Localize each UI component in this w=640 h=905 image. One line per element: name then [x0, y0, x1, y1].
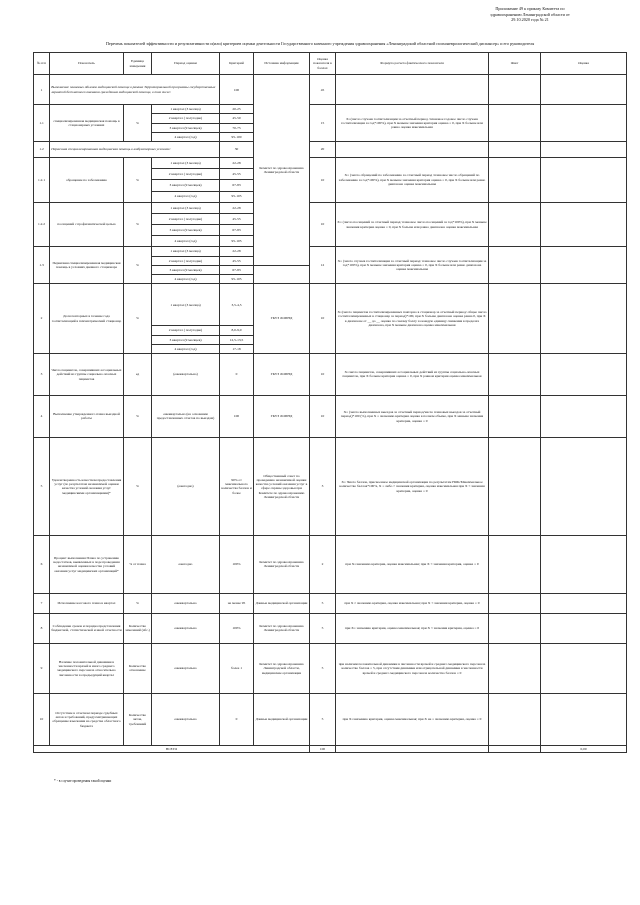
table-row: 1.2 Первичная специализированная медицинская помощь в амбулаторных условиях: 30 20 — [34, 141, 627, 157]
table-row: 10 Отсутствие в отчетном периоде судебных актов и требований, предусматривающих обращение взыскания на средства областного бюджета Количество актов, требований ежеквартально 0 Данные медицинской организации 5 при Х=значению критерия, оценка максимальная; при Х не = значению критерия, оценка = 0 — [34, 693, 627, 745]
col-criterion: Критерий — [220, 53, 254, 75]
total-estimate: 0,00 — [541, 745, 627, 752]
col-estimate: Оценка — [541, 53, 627, 75]
table-row: 1.2.1 обращение по заболеванию % 1 квартал (3 месяца) 22-28 10 Х= (число обращений по заболеванию за отчетный период /плановое число обращений по заболеванию за год*100%), при Х меньше значения критерия оценка = 0, при Х больше или равно диапазона оценка максимальная — [34, 157, 627, 168]
header-line-1: Приложение 49 к приказу Комитета по — [495, 6, 565, 11]
table-row: 6 Процент выполнения Плана по устранению недостатков, выявленных в ходе проведения независимой оценки качества условий оказания услуг медицинских организаций* % от плана ежегодно 100% Комитет по здравоохранению Ленинградской области 2 при Х=значению критерия, оценка максимальная; при Х < значения критерия, оценка = 0 — [34, 535, 627, 593]
col-score: Оценка показателя в баллах — [310, 53, 336, 75]
table-row: 1.1 специализированная медицинская помощь в стационарных условиях % 1 квартал (3 месяца) 20-25 15 Х=(число случаев госпитализации за отчетный период /плановое годовое число случаев госпитализации за год*100%), при Х меньше значения критерия оценка = 0, при Х больше или равно оценка максимальная — [34, 105, 627, 114]
document-title: Перечень показателей эффективности и результативности и(или) критериев оценки деятельности Государственного казенного учреждения здравоохранения «Ленинградский областной психоневрологический диспансер» и его руководителя — [105, 41, 535, 46]
table-row: 3 Число пациентов, совершивших ассоциальных действий из группы социально опасных пациентов ед (ежеквартально) 0 ГКУЗ ЛОПНД 10 Х=число пациентов, совершивших ассоциальных действий из группы социально-опасных пациентов, при Х больше критерия оценка = 0, при Х равном критерия оценка максимальная — [34, 353, 627, 395]
table-row: 2 Доля повторных в течение года госпитализаций в психиатрический стационар % 1 квартал (3 месяца) 3,5-4,5 ГКУЗ ЛОПНД 10 Х=(число пациентов госпитализированных повторно в стационар за отчетный период/ общее число госпитализированных в стационар за период)*100, при Х больше диапазона оценка равна 0, при Х в диапазоне от __ до __ оценка по самому баллу за каждую единицу снижения в пределах диапазона, при Х меньше диапазона оценка максимальная — [34, 284, 627, 326]
table-row: 9 Наличие положительной динамики в численности врачей и иного среднего медицинского персонала относительно численности за предыдущий квартал Количество отношение ежеквартально более 1 Комитет по здравоохранению Ленинградской области, медицинские организации 5 при наличии положительной динамики в численности врачей и среднего медицинского персонала количество баллов = 5, при отсутствии динамики или отрицательной динамики в численности врачей и среднего медицинского персонала количество баллов = 0 — [34, 643, 627, 693]
total-row — [34, 745, 627, 752]
table-row: 4 Выполнение утвержденного плана выездной работы % ежеквартально (на основании предоставленных отчетов по выездам) 100 ГКУЗ ЛОПНД 10 Х= (число выполненных выездов за отчетный период/число плановых выездов за отчетный период)*100 (%), при Х = значению критерия оценка в полном объеме, при Х меньше значения критерия, оценка = 0 — [34, 395, 627, 437]
indicators-table: № п/п Показатель Единица измерения Период оценки Критерий Источник информации Оценка показателя в баллах Формула расчета фактического показателя Факт Оценка 1 Выполнение плановых объемов медицинской помощи в рамках Территориальной программы государственных гарантий бесплатного оказания гражданам медицинской помощи, в том числе: 100 Комитет по здравоохранению Ленинградской области 45 1.1 специализированная медицинская помощь в стационарных условиях % 1 квартал (3 месяца) 20-25 15 Х=(число случаев госпитализации за отчетный период /плановое годовое число случаев госпитализации за год*100%), при Х меньше значения критерия оценка = 0, при Х больше или равно оценка максимальная 2 квартал ( полугодие) 45-50 3 квартал (9 месяцев) 70-75 4 квартал (год) 95-100 1.2 Первичная специализированная медицинская помощь в амбулаторных условиях: 30 20 1.2.1 обращение по заболеванию % 1 квартал (3 месяца) 22-28 10 Х= (число обращений по заболеванию за отчетный период /плановое число обращений по заболеванию за год*100%), при Х меньше значения критерия оценка = 0, при Х больше или равно диапазона оценка максимальная 2 квартал ( полугодие) 45-55 3 квартал (9 месяцев) 67-83 4 квартал (год) 95-105 1.2.2 посещений с профилактической целью % 1 квартал (3 месяца) 22-28 10 Х= (число посещений за отчетный период/ плановое число посещений за год*100%), при Х меньше значения критерия оценка = 0, при Х больше или равно диапазона оценка максимальная 2 квартал ( полугодие) 45-55 3 квартал (9 месяцев) 67-83 4 квартал (год) 95-105 1.3 Первичная специализированная медицинская помощь в условиях дневного стационара % 1 квартал (3 месяца) 22-28 12 Х= (число случаев госпитализации за отчетный период/ плановое число случаев госпитализации за год*100%), при Х меньше значения критерия оценка = 0, при Х больше или равно диапазона оценка максимальная 2 квартал ( полугодие) 45-55 3 квартал (9 месяцев) 67-83 4 квартал (год) 95-105 2 Доля повторных в течение года госпитализаций в психиатрический стационар % 1 квартал (3 месяца) 3,5-4,5 ГКУЗ ЛОПНД 10 Х=(число пациентов госпитализированных повторно в стационар за отчетный период/ общее число госпитализированных в стационар за период)*100, при Х больше диапазона оценка равна 0, при Х в диапазоне от __ до __ оценка по самому баллу за каждую единицу снижения в пределах диапазона, при Х меньше диапазона оценка максимальная 2 квартал ( полугодие) 8,0-9,0 3 квартал (9 месяцев) 12,5-13,5 4 квартал (год) 17-18 3 Число пациентов, совершивших ассоциальных действий из группы социально опасных пациентов ед (ежеквартально) 0 ГКУЗ ЛОПНД 10 Х=число пациентов, совершивших ассоциальных действий из группы социально-опасных пациентов, при Х больше критерия оценка = 0, при Х равном критерия оценка максимальная 4 Выполнение утвержденного плана выездной работы % ежеквартально (на основании предоставленных отчетов по выездам) 100 ГКУЗ ЛОПНД 10 Х= (число выполненных выездов за отчетный период/число плановых выездов за отчетный период)*100 (%), при Х = значению критерия оценка в полном объеме, при Х меньше значения критерия, оценка = 0 5 Удовлетворенность качеством предоставления услуг (по результатам независимой оценки качества условий оказания услуг медицинскими организациями)* % (ежегодно) 90% от максимального количества баллов и более Общественный совет по проведению независимой оценки качества условий оказания услуг в сфере охраны здоровья при Комитете по здравоохранению Ленинградской области 3 Х= Число баллов, присвоенное медицинской организации по результатам НОК/Максимальное количество баллов*100%, Х = либо > значения критерия, оценка максимальная при Х < значения критерия, оценка = 0 6 Процент выполнения Плана по устранению недостатков, выявленных в ходе проведения независимой оценки качества условий оказания услуг медицинских организаций* % от плана ежегодно 100% Комитет по здравоохранению Ленинградской области 2 при Х=значению критерия, оценка максимальная; при Х < значения критерия, оценка = 0 7 Исполнение кассового плана в квартал % ежеквартально не менее 95 Данные медицинской организации 5 при Х ≥ значению критерия, оценка максимальная; при Х < значения критерия, оценка = 0 8 Соблюдение сроков и порядка представления бюджетной, статистической и иной отчетности Количество замечаний (абс.) ежеквартально 100% Комитет по здравоохранению Ленинградской области 5 при Х= значению критерия, оценка максимальная; при Х < значения критерия, оценка = 0 9 Наличие положительной динамики в численности врачей и иного среднего медицинского персонала относительно численности за предыдущий квартал Количество отношение ежеквартально более 1 Комитет по здравоохранению Ленинградской области, медицинские организации 5 при наличии положительной динамики в численности врачей и среднего медицинского персонала количество баллов = 5, при отсутствии динамики или отрицательной динамики в численности врачей и среднего медицинского персонала количество баллов = 0 10 Отсутствие в отчетном периоде судебных актов и требований, предусматривающих обращение взыскания на средства областного бюджета Количество актов, требований ежеквартально 0 Данные медицинской организации 5 при Х=значению критерия, оценка максимальная; при Х не = значению критерия, оценка = 0 ВСЕГО 100 0,00 — [33, 52, 627, 753]
total-label: ВСЕГО — [34, 745, 310, 752]
table-header-row — [34, 53, 627, 75]
table-row: 1 Выполнение плановых объемов медицинской помощи в рамках Территориальной программы государственных гарантий бесплатного оказания гражданам медицинской помощи, в том числе: 100 Комитет по здравоохранению Ленинградской области 45 — [34, 75, 627, 105]
total-score: 100 — [310, 745, 336, 752]
col-formula: Формула расчета фактического показателя — [336, 53, 489, 75]
header-line-3: 29.10.2020 года № 21 — [511, 17, 549, 23]
col-period: Период оценки — [152, 53, 220, 75]
header-line-2: здравоохранению Ленинградской области от — [490, 11, 570, 17]
table-row: 7 Исполнение кассового плана в квартал % ежеквартально не менее 95 Данные медицинской организации 5 при Х ≥ значению критерия, оценка максимальная; при Х < значения критерия, оценка = 0 — [34, 593, 627, 613]
col-num: № п/п — [34, 53, 50, 75]
table-row: 1.3 Первичная специализированная медицинская помощь в условиях дневного стационара % 1 квартал (3 месяца) 22-28 12 Х= (число случаев госпитализации за отчетный период/ плановое число случаев госпитализации за год*100%), при Х меньше значения критерия оценка = 0, при Х больше или равно диапазона оценка максимальная — [34, 247, 627, 256]
col-source: Источник информации — [254, 53, 310, 75]
footnote: * - в случае проведения такой оценки — [54, 779, 112, 783]
col-unit: Единица измерения — [124, 53, 152, 75]
col-name: Показатель — [50, 53, 124, 75]
table-row: 8 Соблюдение сроков и порядка представления бюджетной, статистической и иной отчетности Количество замечаний (абс.) ежеквартально 100% Комитет по здравоохранению Ленинградской области 5 при Х= значению критерия, оценка максимальная; при Х < значения критерия, оценка = 0 — [34, 613, 627, 643]
order-header — [460, 6, 600, 23]
table-row: 5 Удовлетворенность качеством предоставления услуг (по результатам независимой оценки качества условий оказания услуг медицинскими организациями)* % (ежегодно) 90% от максимального количества баллов и более Общественный совет по проведению независимой оценки качества условий оказания услуг в сфере охраны здоровья при Комитете по здравоохранению Ленинградской области 3 Х= Число баллов, присвоенное медицинской организации по результатам НОК/Максимальное количество баллов*100%, Х = либо > значения критерия, оценка максимальная при Х < значения критерия, оценка = 0 — [34, 437, 627, 535]
col-fact: Факт — [489, 53, 541, 75]
table-row: 1.2.2 посещений с профилактической целью % 1 квартал (3 месяца) 22-28 10 Х= (число посещений за отчетный период/ плановое число посещений за год*100%), при Х меньше значения критерия оценка = 0, при Х больше или равно диапазона оценка максимальная — [34, 202, 627, 213]
